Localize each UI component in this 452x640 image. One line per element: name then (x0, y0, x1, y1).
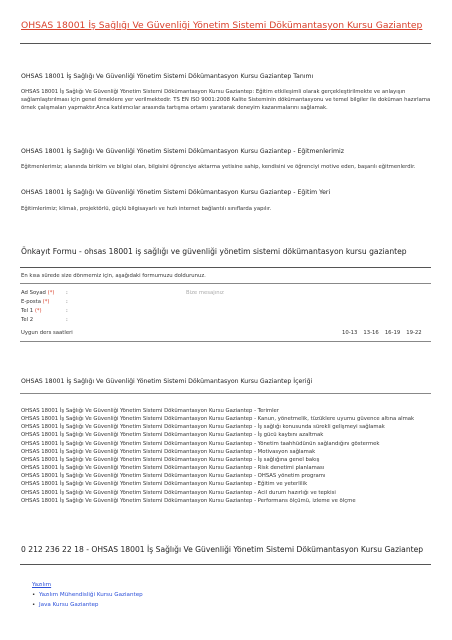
form-divider-bottom (20, 341, 431, 342)
email-label: E-posta (21, 299, 41, 305)
name-label: Ad Soyad (21, 290, 46, 296)
name-required-mark: (*) (47, 290, 55, 296)
trainers-body: Eğitmenlerimiz; alanında birikim ve bilgisi olan, bilgisini öğrenciye aktarma yetisine sahip, kendisini ve öğrenciyi motive eden, başarılı eğitmenlerdir. (21, 164, 416, 170)
hour-option[interactable]: 19-22 (406, 330, 422, 336)
list-item: OHSAS 18001 İş Sağlığı Ve Güvenliği Yönetim Sistemi Dökümantasyon Kursu Gaziantep - Yönetim taahhüdünün sağlandığını göstermek (21, 440, 380, 447)
phone-divider (20, 564, 431, 565)
tel1-required-mark: (*) (34, 308, 42, 314)
footer-link-software-engineering[interactable]: • Yazılım Mühendisliği Kursu Gaziantep (39, 592, 143, 598)
hours-options (342, 330, 422, 336)
list-item: OHSAS 18001 İş Sağlığı Ve Güvenliği Yönetim Sistemi Dökümantasyon Kursu Gaziantep - Kanun, yönetmelik, tüzüklere uyumu güvence altına almak (21, 416, 415, 423)
trainers-heading: OHSAS 18001 İş Sağlığı Ve Güvenliği Yönetim Sistemi Dökümantasyon Kursu Gaziantep - Eğitmenlerimiz (21, 148, 344, 155)
hour-option[interactable]: 16-19 (384, 330, 401, 336)
tel1-label: Tel 1 (21, 308, 34, 314)
hours-label: Uygun ders saatleri (21, 330, 73, 336)
list-item: OHSAS 18001 İş Sağlığı Ve Güvenliği Yönetim Sistemi Dökümantasyon Kursu Gaziantep - OHSAS yönetim programı (21, 473, 326, 480)
intro-body: OHSAS 18001 İş Sağlığı Ve Güvenliği Yönetim Sistemi Dökümantasyon Kursu Gaziantep: Eğitim etkileşimli olarak gerçekleştirilmekte ve anlayışın sağlamlaştırılması için genel örneklere yer verilmektedir. TS EN ISO 9001:2008 Kalite Sisteminin dökümantasyonu ve temel bilgiler ile doküman hazırlama örnek çalışmaları yapmaktır.Arıca katılımcılar arasında tartışma ortamı yaratarak deneyim kazanmalarını sağlamak. (21, 89, 431, 111)
phone-heading: 0 212 236 22 18 - OHSAS 18001 İş Sağlığı Ve Güvenliği Yönetim Sistemi Dökümantasyon Kursu Gaziantep (21, 545, 424, 554)
list-item: OHSAS 18001 İş Sağlığı Ve Güvenliği Yönetim Sistemi Dökümantasyon Kursu Gaziantep - Acil durum hazırlığı ve tepkisi (21, 489, 336, 496)
list-item: OHSAS 18001 İş Sağlığı Ve Güvenliği Yönetim Sistemi Dökümantasyon Kursu Gaziantep - Terimler (21, 408, 279, 414)
title-divider (20, 43, 431, 44)
name-label-row (21, 290, 54, 296)
email-colon: : (66, 299, 68, 305)
location-body: Eğitimlerimiz; klimalı, projektörlü, güçlü bilgisayarlı ve hızlı internet bağlantılı sınıflarda yapılır. (21, 206, 272, 212)
tel2-colon: : (66, 317, 68, 323)
list-item: OHSAS 18001 İş Sağlığı Ve Güvenliği Yönetim Sistemi Dökümantasyon Kursu Gaziantep - İş sağlığı konusunda sürekli gelişmeyi sağlamak (21, 424, 385, 431)
list-item: OHSAS 18001 İş Sağlığı Ve Güvenliği Yönetim Sistemi Dökümantasyon Kursu Gaziantep - Risk denetimi planlaması (21, 465, 325, 472)
tel2-label: Tel 2 (21, 317, 34, 323)
footer-category-link[interactable]: Yazılım (32, 582, 52, 588)
hour-option[interactable]: 10-13 (342, 330, 358, 336)
list-item: OHSAS 18001 İş Sağlığı Ve Güvenliği Yönetim Sistemi Dökümantasyon Kursu Gaziantep - İş sağlığına genel bakış (21, 456, 320, 463)
form-divider-note (20, 283, 431, 284)
email-label-row (21, 299, 49, 305)
name-colon: : (66, 290, 68, 296)
intro-heading: OHSAS 18001 İş Sağlığı Ve Güvenliği Yönetim Sistemi Dökümantasyon Kursu Gaziantep Tanımı (21, 73, 314, 80)
message-field[interactable]: Bize mesajınız (186, 290, 224, 296)
contents-divider (20, 393, 431, 394)
form-divider-top (20, 267, 431, 268)
email-required-mark: (*) (42, 299, 50, 305)
list-item: OHSAS 18001 İş Sağlığı Ve Güvenliği Yönetim Sistemi Dökümantasyon Kursu Gaziantep - İş gücü kaybını azaltmak (21, 432, 324, 439)
contents-heading: OHSAS 18001 İş Sağlığı Ve Güvenliği Yönetim Sistemi Dökümantasyon Kursu Gaziantep İçeriği (21, 378, 313, 385)
hour-option[interactable]: 13-16 (363, 330, 379, 336)
form-heading: Önkayıt Formu - ohsas 18001 iş sağlığı ve güvenliği yönetim sistemi dökümantasyon kursu gaziantep (21, 247, 407, 256)
form-note: En kısa sürede size dönmemiz için, aşağıdaki formumuzu doldurunuz. (21, 273, 206, 279)
page-title-link[interactable]: OHSAS 18001 İş Sağlığı Ve Güvenliği Yönetim Sistemi Dökümantasyon Kursu Gaziantep (21, 20, 423, 31)
list-item: OHSAS 18001 İş Sağlığı Ve Güvenliği Yönetim Sistemi Dökümantasyon Kursu Gaziantep - Performans ölçümü, izleme ve ölçme (21, 497, 356, 504)
tel1-colon: : (66, 308, 68, 314)
list-item: OHSAS 18001 İş Sağlığı Ve Güvenliği Yönetim Sistemi Dökümantasyon Kursu Gaziantep - Motivasyon sağlamak (21, 448, 316, 455)
location-heading: OHSAS 18001 İş Sağlığı Ve Güvenliği Yönetim Sistemi Dökümantasyon Kursu Gaziantep - Eğitim Yeri (21, 189, 331, 196)
tel1-label-row (21, 308, 42, 314)
list-item: OHSAS 18001 İş Sağlığı Ve Güvenliği Yönetim Sistemi Dökümantasyon Kursu Gaziantep - Eğitim ve yeterlilik (21, 481, 308, 488)
footer-link-java[interactable]: • Java Kursu Gaziantep (39, 602, 98, 608)
contents-list (21, 407, 433, 505)
